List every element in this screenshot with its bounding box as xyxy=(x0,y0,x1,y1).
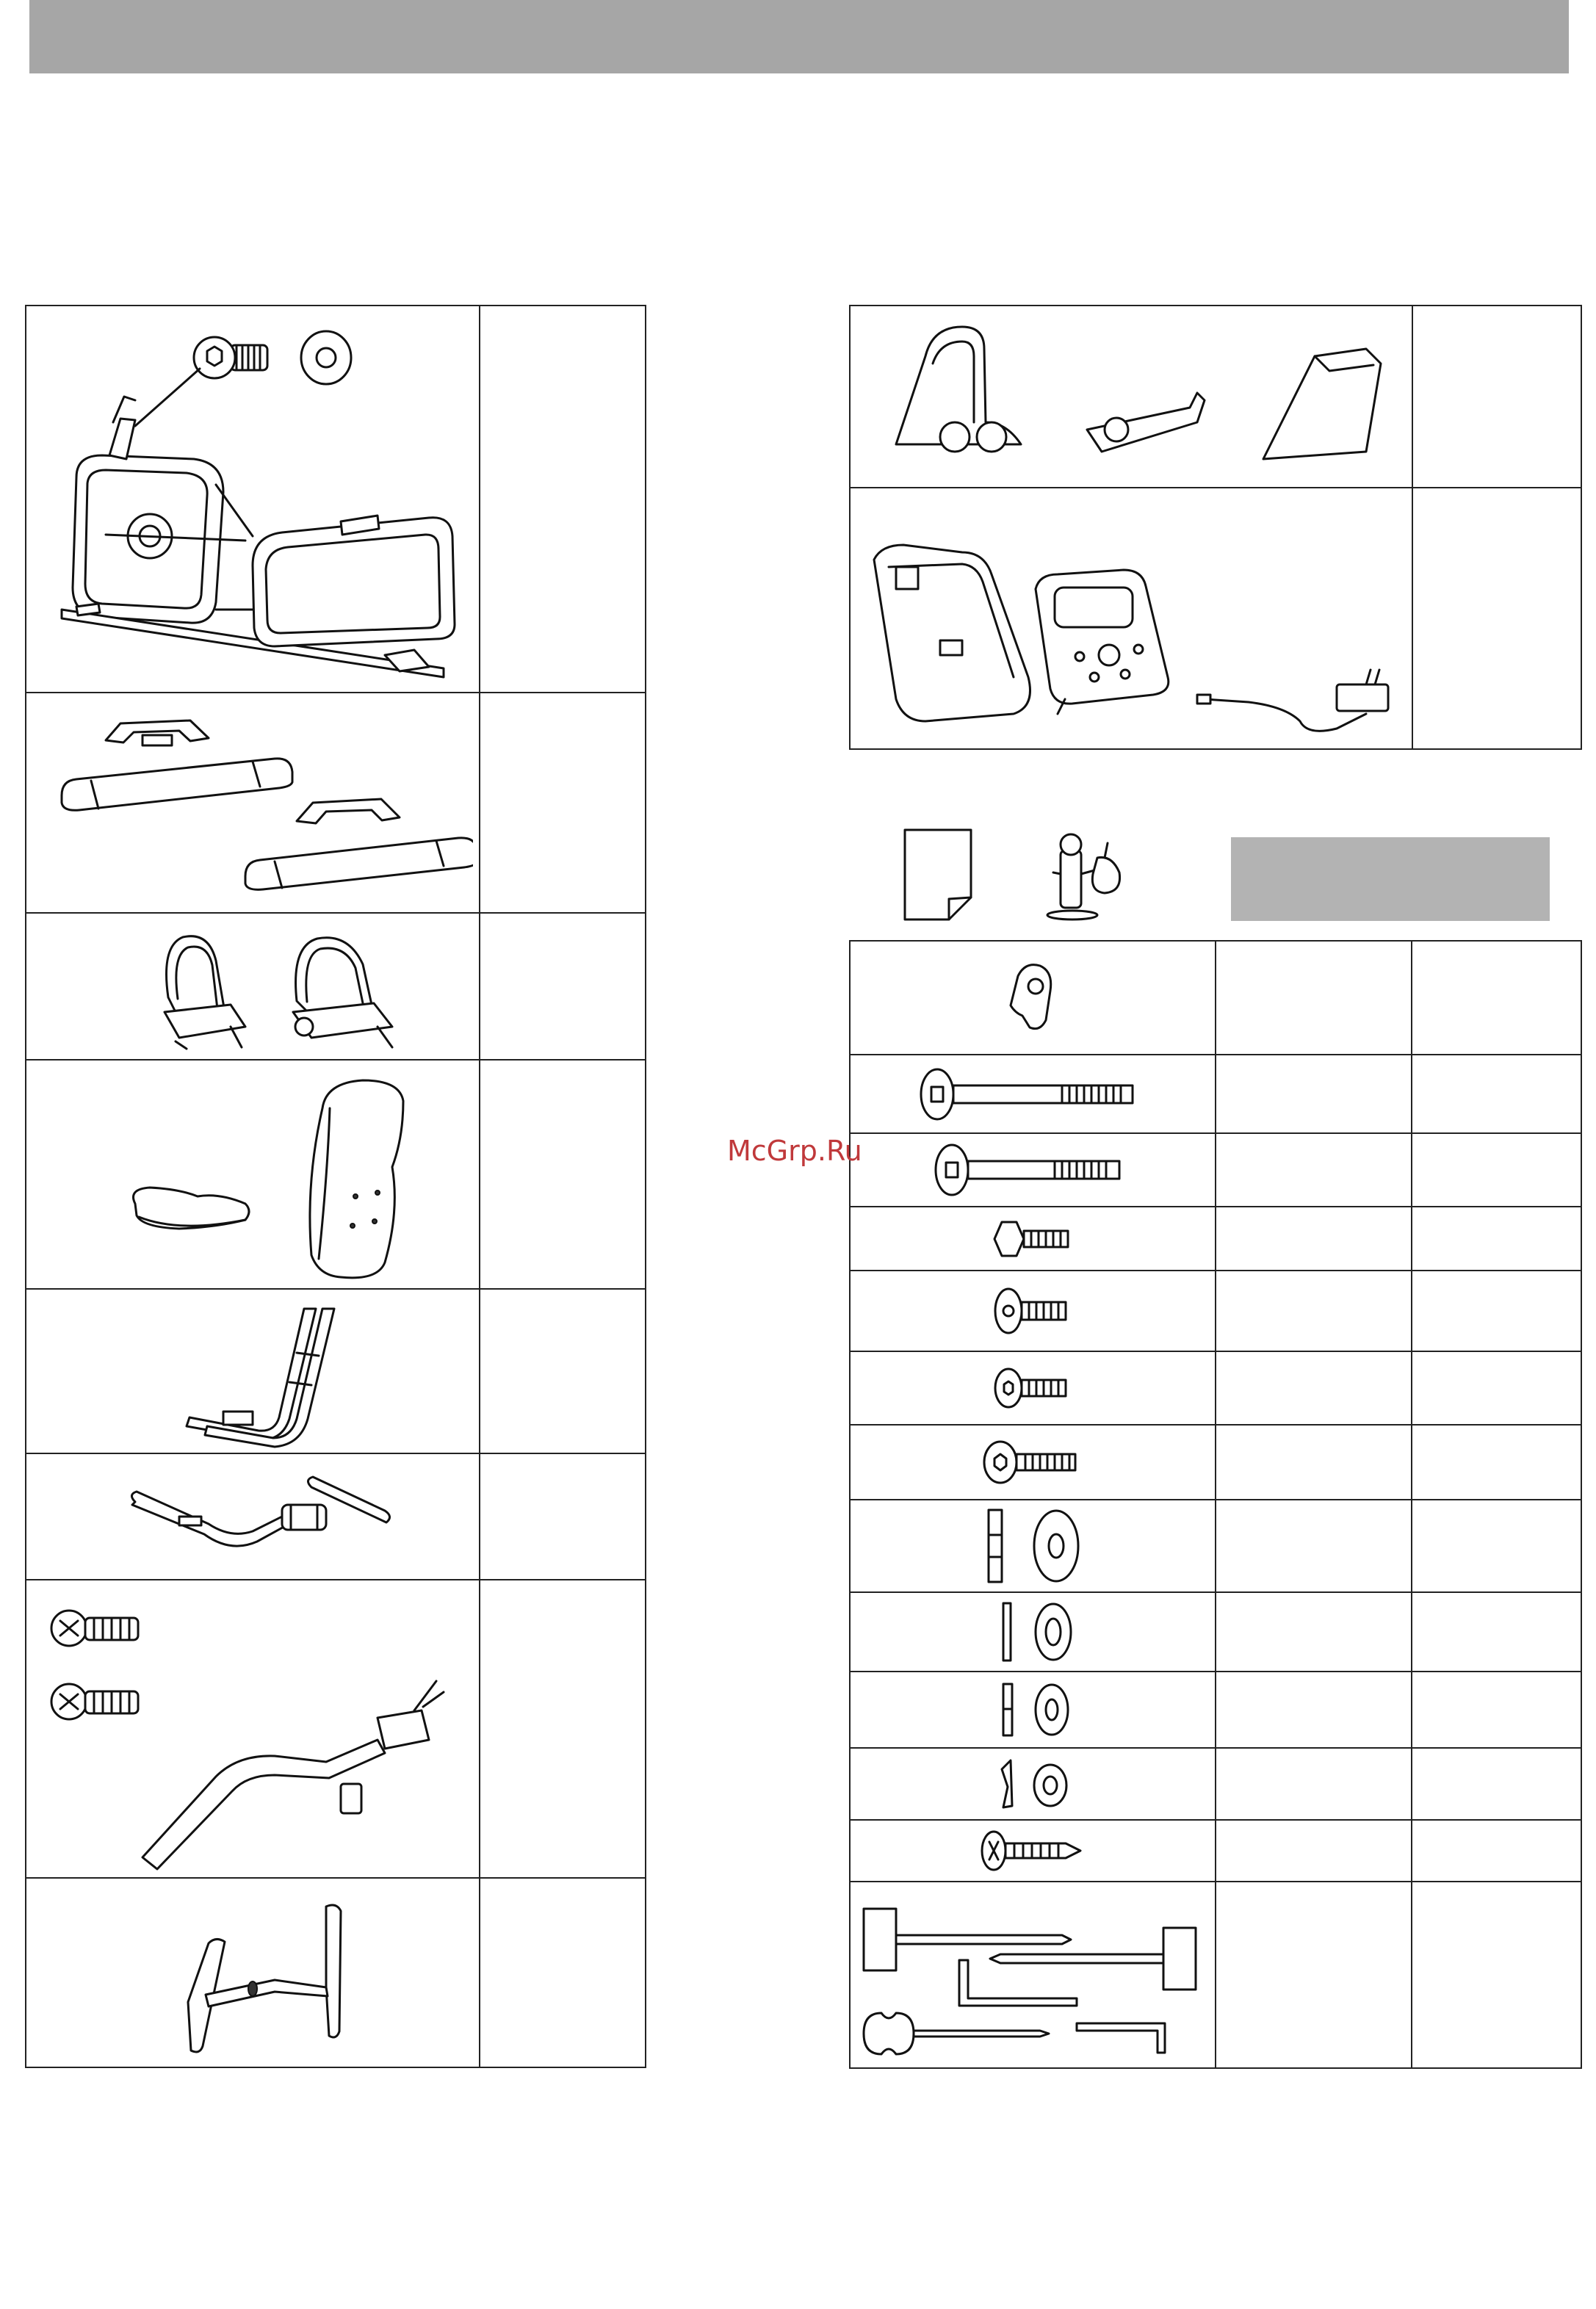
parts-table-left xyxy=(25,305,646,2068)
exercise-bike-frame-icon xyxy=(32,316,473,683)
hardware-image-cell xyxy=(850,1133,1216,1207)
hardware-qty-cell xyxy=(1412,1425,1581,1500)
hardware-image-cell xyxy=(850,1351,1216,1425)
hardware-image-cell xyxy=(850,1748,1216,1820)
cap-screw-icon xyxy=(981,1437,1084,1488)
hardware-image-cell xyxy=(850,1882,1216,2068)
hardware-image-cell xyxy=(850,941,1216,1055)
pedals-icon xyxy=(32,917,473,1056)
hardware-image-cell xyxy=(850,1271,1216,1351)
hardware-qty-cell xyxy=(1412,1592,1581,1672)
part-info-cell xyxy=(480,306,646,693)
hardware-desc-cell xyxy=(1216,1055,1412,1133)
hardware-row xyxy=(850,1500,1581,1592)
hardware-row xyxy=(850,1207,1581,1271)
part-row-seat-rail xyxy=(26,1289,646,1453)
hardware-row-tools xyxy=(850,1882,1581,2068)
hardware-desc-cell xyxy=(1216,1592,1412,1672)
part-image-cell xyxy=(26,1060,480,1289)
hardware-desc-cell xyxy=(1216,1425,1412,1500)
part-image-cell xyxy=(26,1580,480,1878)
part-image-cell xyxy=(26,1878,480,2067)
part-info-cell xyxy=(480,1453,646,1580)
hardware-qty-cell xyxy=(1412,1882,1581,2068)
info-box xyxy=(1231,837,1550,921)
part-info-cell xyxy=(480,1060,646,1289)
hardware-qty-cell xyxy=(1412,1500,1581,1592)
small-washer-icon xyxy=(981,1677,1084,1743)
hardware-qty-cell xyxy=(1412,1055,1581,1133)
hardware-desc-cell xyxy=(1216,1207,1412,1271)
hardware-row xyxy=(850,1351,1581,1425)
part-info-cell xyxy=(1412,306,1581,488)
part-info-cell xyxy=(480,913,646,1060)
part-row-pedals xyxy=(26,913,646,1060)
part-row-seat xyxy=(26,1060,646,1289)
hardware-qty-cell xyxy=(1412,1133,1581,1207)
hardware-qty-cell xyxy=(1412,1820,1581,1882)
hardware-row xyxy=(850,1672,1581,1748)
hardware-row xyxy=(850,1425,1581,1500)
hardware-row xyxy=(850,941,1581,1055)
hardware-desc-cell xyxy=(1216,1748,1412,1820)
hardware-bag-icon xyxy=(1031,828,1134,927)
header-bar xyxy=(29,0,1569,73)
part-row-seat-handles xyxy=(26,1878,646,2067)
medium-washer-icon xyxy=(981,1599,1084,1665)
part-image-cell xyxy=(26,693,480,913)
hardware-desc-cell xyxy=(1216,1351,1412,1425)
clip-icon xyxy=(989,954,1077,1042)
hardware-qty-cell xyxy=(1412,1271,1581,1351)
part-image-cell xyxy=(850,306,1412,488)
manual-page-icon xyxy=(903,828,972,924)
part-info-cell xyxy=(1412,488,1581,749)
spring-washer-icon xyxy=(981,1755,1084,1813)
part-row-covers xyxy=(850,306,1581,488)
hardware-image-cell xyxy=(850,1500,1216,1592)
carriage-bolt-icon xyxy=(930,1141,1135,1199)
part-image-cell xyxy=(26,913,480,1060)
hardware-image-cell xyxy=(850,1820,1216,1882)
console-and-adapter-icon xyxy=(852,494,1410,743)
button-head-bolt-icon xyxy=(992,1282,1073,1340)
seat-and-backrest-icon xyxy=(32,1064,473,1284)
part-row-handlebar xyxy=(26,1453,646,1580)
hardware-qty-cell xyxy=(1412,1207,1581,1271)
hex-bolt-icon xyxy=(989,1213,1077,1265)
part-image-cell xyxy=(26,1453,480,1580)
hardware-desc-cell xyxy=(1216,1500,1412,1592)
part-image-cell xyxy=(850,488,1412,749)
part-row-frame xyxy=(26,306,646,693)
hardware-image-cell xyxy=(850,1425,1216,1500)
hardware-desc-cell xyxy=(1216,941,1412,1055)
hardware-row xyxy=(850,1133,1581,1207)
part-row-upright xyxy=(26,1580,646,1878)
long-carriage-bolt-icon xyxy=(915,1065,1150,1124)
part-info-cell xyxy=(480,693,646,913)
hardware-qty-cell xyxy=(1412,1748,1581,1820)
part-info-cell xyxy=(480,1289,646,1453)
parts-table-right-top xyxy=(849,305,1582,750)
hardware-desc-cell xyxy=(1216,1882,1412,2068)
hardware-image-cell xyxy=(850,1207,1216,1271)
hardware-row xyxy=(850,1592,1581,1672)
part-info-cell xyxy=(480,1580,646,1878)
hardware-row xyxy=(850,1271,1581,1351)
hardware-qty-cell xyxy=(1412,1351,1581,1425)
hardware-image-cell xyxy=(850,1672,1216,1748)
hardware-row xyxy=(850,1748,1581,1820)
hardware-row xyxy=(850,1055,1581,1133)
seat-handles-icon xyxy=(32,1885,473,2061)
part-row-console xyxy=(850,488,1581,749)
tapping-screw-icon xyxy=(978,1827,1088,1874)
hardware-qty-cell xyxy=(1412,1672,1581,1748)
part-info-cell xyxy=(480,1878,646,2067)
part-row-stabilizers xyxy=(26,693,646,913)
handlebar-icon xyxy=(32,1458,473,1575)
part-image-cell xyxy=(26,306,480,693)
covers-icon xyxy=(852,312,1410,481)
hardware-desc-cell xyxy=(1216,1271,1412,1351)
watermark-text: McGrp.Ru xyxy=(727,1135,862,1167)
hardware-image-cell xyxy=(850,1592,1216,1672)
stabilizer-feet-icon xyxy=(32,700,473,906)
hardware-desc-cell xyxy=(1216,1820,1412,1882)
console-upright-post-icon xyxy=(32,1586,473,1872)
hardware-desc-cell xyxy=(1216,1672,1412,1748)
seat-rail-icon xyxy=(32,1294,473,1448)
hardware-qty-cell xyxy=(1412,941,1581,1055)
socket-bolt-icon xyxy=(992,1362,1073,1414)
hardware-image-cell xyxy=(850,1055,1216,1133)
tools-icon xyxy=(856,1887,1209,2063)
hardware-row xyxy=(850,1820,1581,1882)
hardware-desc-cell xyxy=(1216,1133,1412,1207)
large-washer-icon xyxy=(974,1506,1091,1586)
hardware-table xyxy=(849,940,1582,2069)
part-image-cell xyxy=(26,1289,480,1453)
